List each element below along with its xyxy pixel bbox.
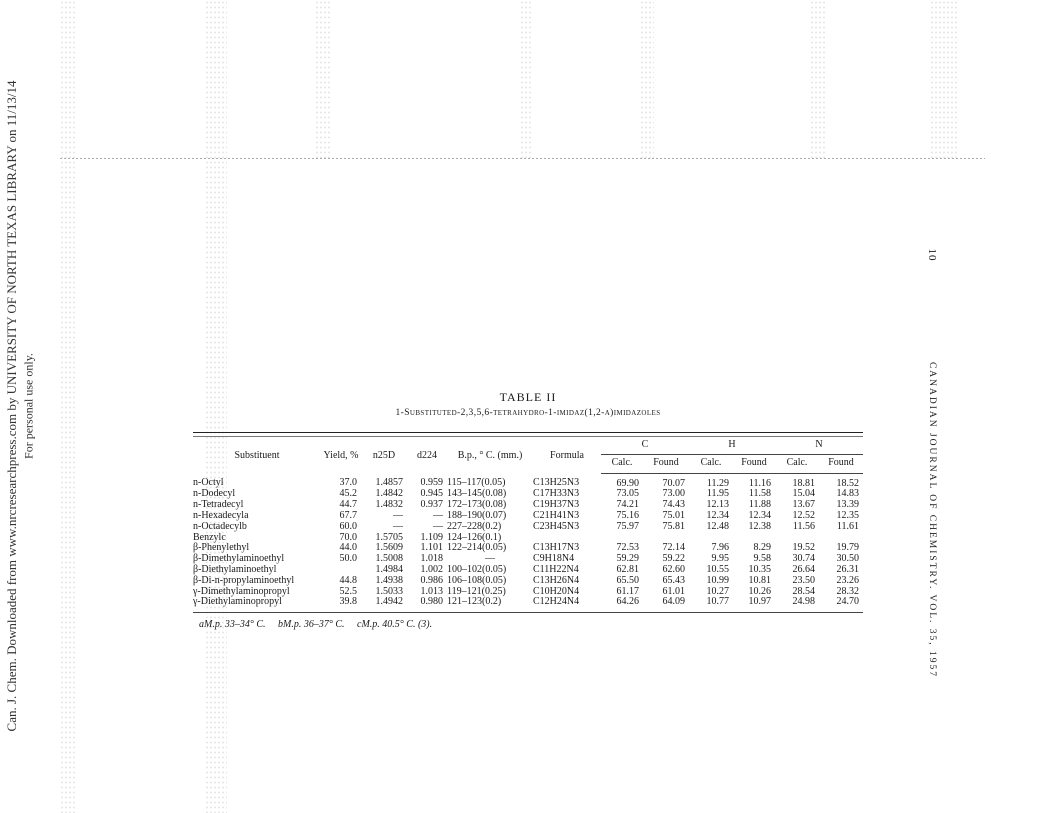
footnote-b: bM.p. 36–37° C. <box>278 619 345 631</box>
cell-h-found: 10.26 <box>748 585 772 597</box>
cell-formula: C9H18N4 <box>533 553 575 565</box>
col-header-density: d224 <box>417 449 437 461</box>
cell-h-found: 11.16 <box>748 477 772 489</box>
col-header-refractive-index: n25D <box>372 449 396 461</box>
cell-h-calc: 10.77 <box>706 596 730 608</box>
cell-formula: C13H26N4 <box>533 574 580 586</box>
col-header-yield: Yield, % <box>323 449 359 461</box>
cell-h-found: 11.58 <box>748 488 772 500</box>
cell-boiling-point: 188–190(0.07) <box>447 509 507 521</box>
cell-boiling-point: 106–108(0.05) <box>447 574 507 586</box>
scan-noise-band <box>930 0 958 160</box>
cell-refractive-index: 1.5705 <box>375 531 403 543</box>
cell-h-found: 9.58 <box>753 553 772 565</box>
cell-n-found: 13.39 <box>836 499 860 511</box>
cell-formula: C23H45N3 <box>533 520 580 532</box>
cell-substituent: γ-Diethylaminopropyl <box>193 596 282 608</box>
cell-h-found: 12.34 <box>748 509 772 521</box>
cell-c-calc: 64.26 <box>616 596 639 608</box>
cell-c-calc: 59.29 <box>616 553 639 565</box>
footnote-c: cM.p. 40.5° C. (3). <box>357 619 433 631</box>
cell-n-found: 30.50 <box>836 553 860 565</box>
page-number: 10 <box>926 248 938 262</box>
cell-substituent: γ-Dimethylaminopropyl <box>193 585 290 597</box>
cell-c-found: 65.43 <box>662 574 686 586</box>
cell-n-calc: 23.50 <box>792 574 816 586</box>
cell-c-calc: 69.90 <box>616 477 639 489</box>
cell-formula: C12H24N4 <box>533 596 580 608</box>
cell-c-calc: 61.17 <box>616 585 639 597</box>
cell-yield: 60.0 <box>339 520 357 532</box>
cell-density: 1.101 <box>420 542 443 554</box>
cell-h-found: 8.29 <box>753 542 772 554</box>
cell-formula: C11H22N4 <box>533 563 579 575</box>
cell-yield: 52.5 <box>339 585 357 597</box>
cell-boiling-point: 119–121(0.25) <box>447 585 506 597</box>
cell-substituent: Benzylc <box>193 531 226 543</box>
cell-c-calc: 75.16 <box>616 509 639 521</box>
cell-h-calc: 12.34 <box>706 509 730 521</box>
cell-substituent: β-Phenylethyl <box>193 542 250 554</box>
cell-c-found: 59.22 <box>662 553 686 565</box>
cell-boiling-point: 124–126(0.1) <box>447 531 502 543</box>
cell-yield: 67.7 <box>339 509 357 521</box>
cell-c-calc: 73.05 <box>616 488 639 500</box>
download-notice <box>0 0 40 813</box>
cell-substituent: n-Tetradecyl <box>193 499 244 511</box>
cell-yield: 50.0 <box>339 553 357 565</box>
cell-refractive-index: — <box>393 509 403 521</box>
cell-n-calc: 15.04 <box>792 488 816 500</box>
cell-refractive-index: 1.4938 <box>375 574 403 586</box>
table-title: TABLE II <box>499 390 557 404</box>
cell-boiling-point: 172–173(0.08) <box>447 499 507 511</box>
cell-h-found: 11.88 <box>748 499 772 511</box>
cell-refractive-index: 1.5008 <box>375 553 403 565</box>
scan-noise-band <box>640 0 654 160</box>
col-group-hydrogen: H <box>689 439 775 454</box>
col-header-n-found: Found <box>819 454 863 473</box>
cell-c-found: 73.00 <box>662 488 686 500</box>
cell-h-calc: 12.13 <box>706 499 730 511</box>
cell-n-found: 18.52 <box>836 477 860 489</box>
table-footnotes <box>199 619 863 630</box>
cell-formula: C19H37N3 <box>533 499 580 511</box>
cell-density: — <box>433 520 443 532</box>
cell-refractive-index: 1.5609 <box>375 542 403 554</box>
cell-density: 0.986 <box>420 574 443 586</box>
cell-boiling-point: 122–214(0.05) <box>447 542 507 554</box>
cell-c-calc: 65.50 <box>616 574 639 586</box>
table-body <box>193 473 863 608</box>
cell-yield: 70.0 <box>339 531 357 543</box>
cell-n-found: 24.70 <box>836 596 860 608</box>
cell-h-calc: 9.95 <box>711 553 730 565</box>
cell-substituent: n-Hexadecyla <box>193 509 249 521</box>
cell-boiling-point: 100–102(0.05) <box>447 563 507 575</box>
cell-n-found: 23.26 <box>836 574 860 586</box>
scan-noise-band <box>520 0 532 160</box>
table-bottom-rule <box>193 612 863 613</box>
cell-refractive-index: 1.5033 <box>375 585 403 597</box>
cell-c-found: 75.01 <box>662 509 686 521</box>
cell-n-calc: 24.98 <box>792 596 816 608</box>
scan-fold-line <box>60 158 985 159</box>
table-row <box>193 597 863 608</box>
cell-density: 0.980 <box>420 596 443 608</box>
cell-refractive-index: 1.4842 <box>375 488 403 500</box>
cell-boiling-point: 143–145(0.08) <box>447 488 507 500</box>
col-header-h-calc: Calc. <box>689 454 733 473</box>
cell-boiling-point: — <box>485 553 495 565</box>
cell-refractive-index: 1.4984 <box>375 563 403 575</box>
cell-n-calc: 13.67 <box>792 499 816 511</box>
cell-formula: C17H33N3 <box>533 488 580 500</box>
col-header-c-calc: Calc. <box>601 454 643 473</box>
cell-refractive-index: — <box>393 520 403 532</box>
cell-n-calc: 28.54 <box>792 585 816 597</box>
download-notice-line: Can. J. Chem. Downloaded from www.nrcresearchpress.com by UNIVERSITY OF NORTH TEXAS LIBRARY on 11/13/14 <box>4 80 19 732</box>
table-caption: 1-Substituted-2,3,5,6-tetrahydro-1-imidaz(1,2-a)imidazoles <box>395 408 661 418</box>
cell-h-calc: 11.29 <box>706 477 730 489</box>
cell-h-calc: 7.96 <box>711 542 730 554</box>
cell-substituent: n-Octadecylb <box>193 520 247 532</box>
cell-refractive-index: 1.4857 <box>375 477 403 489</box>
table-top-rule <box>193 432 863 437</box>
col-header-substituent: Substituent <box>234 449 280 461</box>
cell-formula: C13H17N3 <box>533 542 580 554</box>
cell-n-calc: 11.56 <box>792 520 816 532</box>
cell-n-found: 12.35 <box>836 509 860 521</box>
cell-substituent: β-Dimethylaminoethyl <box>193 553 285 565</box>
cell-yield: 39.8 <box>339 596 357 608</box>
cell-density: 1.018 <box>420 553 443 565</box>
journal-running-head: CANADIAN JOURNAL OF CHEMISTRY. VOL. 35, 1957 <box>927 361 937 679</box>
cell-c-calc: 75.97 <box>616 520 639 532</box>
cell-formula: C10H20N4 <box>533 585 580 597</box>
cell-yield: 44.0 <box>339 542 357 554</box>
cell-boiling-point: 121–123(0.2) <box>447 596 502 608</box>
cell-n-found: 28.32 <box>836 585 860 597</box>
table-row <box>193 473 863 489</box>
cell-c-calc: 72.53 <box>616 542 639 554</box>
cell-n-calc: 30.74 <box>792 553 816 565</box>
cell-density: 1.002 <box>420 563 443 575</box>
cell-h-found: 12.38 <box>748 520 772 532</box>
cell-refractive-index: 1.4832 <box>375 499 403 511</box>
cell-formula: C21H41N3 <box>533 509 580 521</box>
cell-density: — <box>433 509 443 521</box>
cell-yield: 44.8 <box>339 574 357 586</box>
cell-c-found: 61.01 <box>662 585 686 597</box>
cell-density: 1.013 <box>420 585 443 597</box>
col-header-formula: Formula <box>550 449 584 461</box>
col-group-carbon: C <box>601 439 689 454</box>
cell-h-calc: 12.48 <box>706 520 730 532</box>
cell-n-found: 26.31 <box>836 563 860 575</box>
cell-n-found: 14.83 <box>836 488 860 500</box>
cell-c-found: 72.14 <box>662 542 686 554</box>
cell-h-calc: 10.27 <box>706 585 730 597</box>
footnote-a: aM.p. 33–34° C. <box>199 619 266 631</box>
table-row <box>193 576 863 587</box>
cell-c-found: 70.07 <box>662 477 686 489</box>
cell-c-found: 74.43 <box>662 499 686 511</box>
cell-substituent: β-Di-n-propylaminoethyl <box>193 574 295 586</box>
cell-n-calc: 26.64 <box>792 563 816 575</box>
cell-h-found: 10.81 <box>748 574 772 586</box>
cell-h-found: 10.35 <box>748 563 772 575</box>
cell-n-found: 11.61 <box>836 520 860 532</box>
col-header-boiling-point: B.p., ° C. (mm.) <box>457 449 523 461</box>
cell-n-calc: 18.81 <box>792 477 816 489</box>
cell-density: 0.937 <box>420 499 443 511</box>
cell-density: 0.945 <box>420 488 443 500</box>
table-block <box>193 390 863 630</box>
running-head <box>920 240 944 679</box>
cell-density: 0.959 <box>420 477 443 489</box>
cell-n-found: 19.79 <box>836 542 860 554</box>
data-table <box>193 439 863 608</box>
col-group-nitrogen: N <box>775 439 863 454</box>
cell-h-found: 10.97 <box>748 596 772 608</box>
table-row <box>193 522 863 533</box>
cell-h-calc: 10.55 <box>706 563 730 575</box>
cell-c-calc: 62.81 <box>616 563 639 575</box>
cell-c-found: 62.60 <box>662 563 686 575</box>
cell-boiling-point: 115–117(0.05) <box>447 477 506 489</box>
cell-n-calc: 19.52 <box>792 542 816 554</box>
cell-h-calc: 11.95 <box>706 488 730 500</box>
cell-substituent: β-Diethylaminoethyl <box>193 563 277 575</box>
scan-noise-band <box>810 0 826 160</box>
cell-c-calc: 74.21 <box>616 499 639 511</box>
col-header-c-found: Found <box>643 454 689 473</box>
cell-n-calc: 12.52 <box>792 509 816 521</box>
personal-use-notice: For personal use only. <box>21 353 36 459</box>
col-header-h-found: Found <box>733 454 775 473</box>
cell-h-calc: 10.99 <box>706 574 730 586</box>
cell-yield: 44.7 <box>339 499 357 511</box>
cell-substituent: n-Octyl <box>193 477 224 489</box>
cell-yield: 45.2 <box>339 488 357 500</box>
cell-c-found: 64.09 <box>662 596 686 608</box>
cell-c-found: 75.81 <box>662 520 686 532</box>
col-header-n-calc: Calc. <box>775 454 819 473</box>
cell-substituent: n-Dodecyl <box>193 488 236 500</box>
cell-boiling-point: 227–228(0.2) <box>447 520 502 532</box>
cell-formula: C13H25N3 <box>533 477 580 489</box>
scan-noise-band <box>315 0 331 160</box>
cell-refractive-index: 1.4942 <box>375 596 403 608</box>
cell-yield: 37.0 <box>339 477 357 489</box>
cell-density: 1.109 <box>420 531 443 543</box>
scan-noise-band <box>60 0 76 813</box>
